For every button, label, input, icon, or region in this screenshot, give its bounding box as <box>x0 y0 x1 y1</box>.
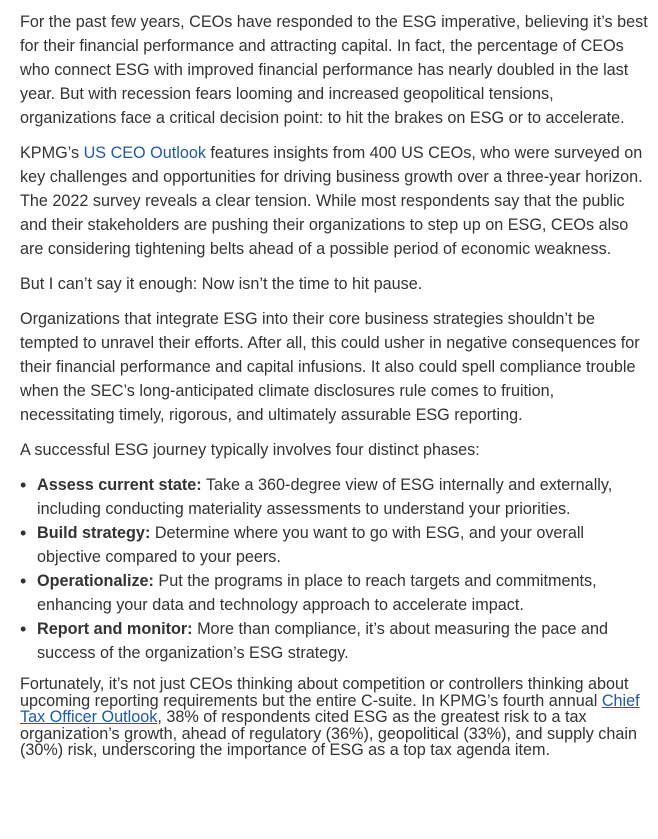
us-ceo-outlook-link[interactable]: US CEO Outlook <box>83 144 206 162</box>
phase-title: Build strategy: <box>37 524 151 542</box>
bullet-icon: • <box>20 523 27 543</box>
bullet-icon: • <box>20 571 27 591</box>
list-item-report-monitor <box>20 617 650 665</box>
list-item-operationalize <box>20 569 650 617</box>
paragraph-text: , 38% of respondents cited ESG as the greatest risk to a tax organization’s growth, ahead of regulatory (36%), geopolitical (33%), and supply chain (30%) risk, underscoring the importance of ESG as a top tax agenda item. <box>20 708 637 759</box>
paragraph-ceo-esg-imperative: For the past few years, CEOs have responded to the ESG imperative, believing it’s best for their financial performance and attracting capital. In fact, the percentage of CEOs who connect ESG with improved financial performance has nearly doubled in the last year. But with recession fears looming and increased geopolitical tensions, organizations face a critical decision point: to hit the brakes on ESG or to accelerate. <box>20 13 648 127</box>
paragraph-integrate-esg: Organizations that integrate ESG into their core business strategies shouldn’t be tempted to unravel their efforts. After all, this could usher in negative consequences for their financial performance and capital infusions. It also could spell compliance trouble when the SEC’s long-anticipated climate disclosures rule comes to fruition, necessitating timely, rigorous, and ultimately assurable ESG reporting. <box>20 310 640 424</box>
list-item-build-strategy <box>20 521 650 569</box>
phase-text: Take a 360-degree view of ESG internally and externally, including conducting materiality assessments to understand your priorities. <box>37 476 613 518</box>
phase-text: More than compliance, it’s about measuring the pace and success of the organization’s ESG strategy. <box>37 620 609 662</box>
phase-title: Operationalize: <box>37 572 154 590</box>
paragraph-text: Fortunately, it’s not just CEOs thinking about competition or controllers thinking about upcoming reporting requirements but the entire C-suite. In KPMG’s fourth annual <box>20 675 629 710</box>
bullet-icon: • <box>20 475 27 495</box>
phase-title: Assess current state: <box>37 476 202 494</box>
paragraph-us-ceo-outlook <box>20 141 650 261</box>
phase-title: Report and monitor: <box>37 620 193 638</box>
phases-list <box>20 473 650 665</box>
paragraph-no-pause: But I can’t say it enough: Now isn’t the time to hit pause. <box>20 275 423 293</box>
paragraph-text: features insights from 400 US CEOs, who were surveyed on key challenges and opportunities for driving business growth over a three-year horizon. The 2022 survey reveals a clear tension. While most respondents say that the public and their stakeholders are pushing their organizations to step up on ESG, CEOs also are considering tightening belts ahead of a possible period of economic weakness. <box>20 144 643 258</box>
phase-text: Determine where you want to go with ESG, and your overall objective compared to your peers. <box>37 524 585 566</box>
chief-tax-officer-outlook-link[interactable]: Chief Tax Officer Outlook <box>20 691 640 726</box>
paragraph-c-suite <box>20 676 650 759</box>
paragraph-text: KPMG’s <box>20 144 84 162</box>
list-item-assess <box>20 473 650 521</box>
phase-text: Put the programs in place to reach targets and commitments, enhancing your data and technology approach to accelerate impact. <box>37 572 597 614</box>
paragraph-phases-intro: A successful ESG journey typically involves four distinct phases: <box>20 441 480 459</box>
bullet-icon: • <box>20 619 27 639</box>
